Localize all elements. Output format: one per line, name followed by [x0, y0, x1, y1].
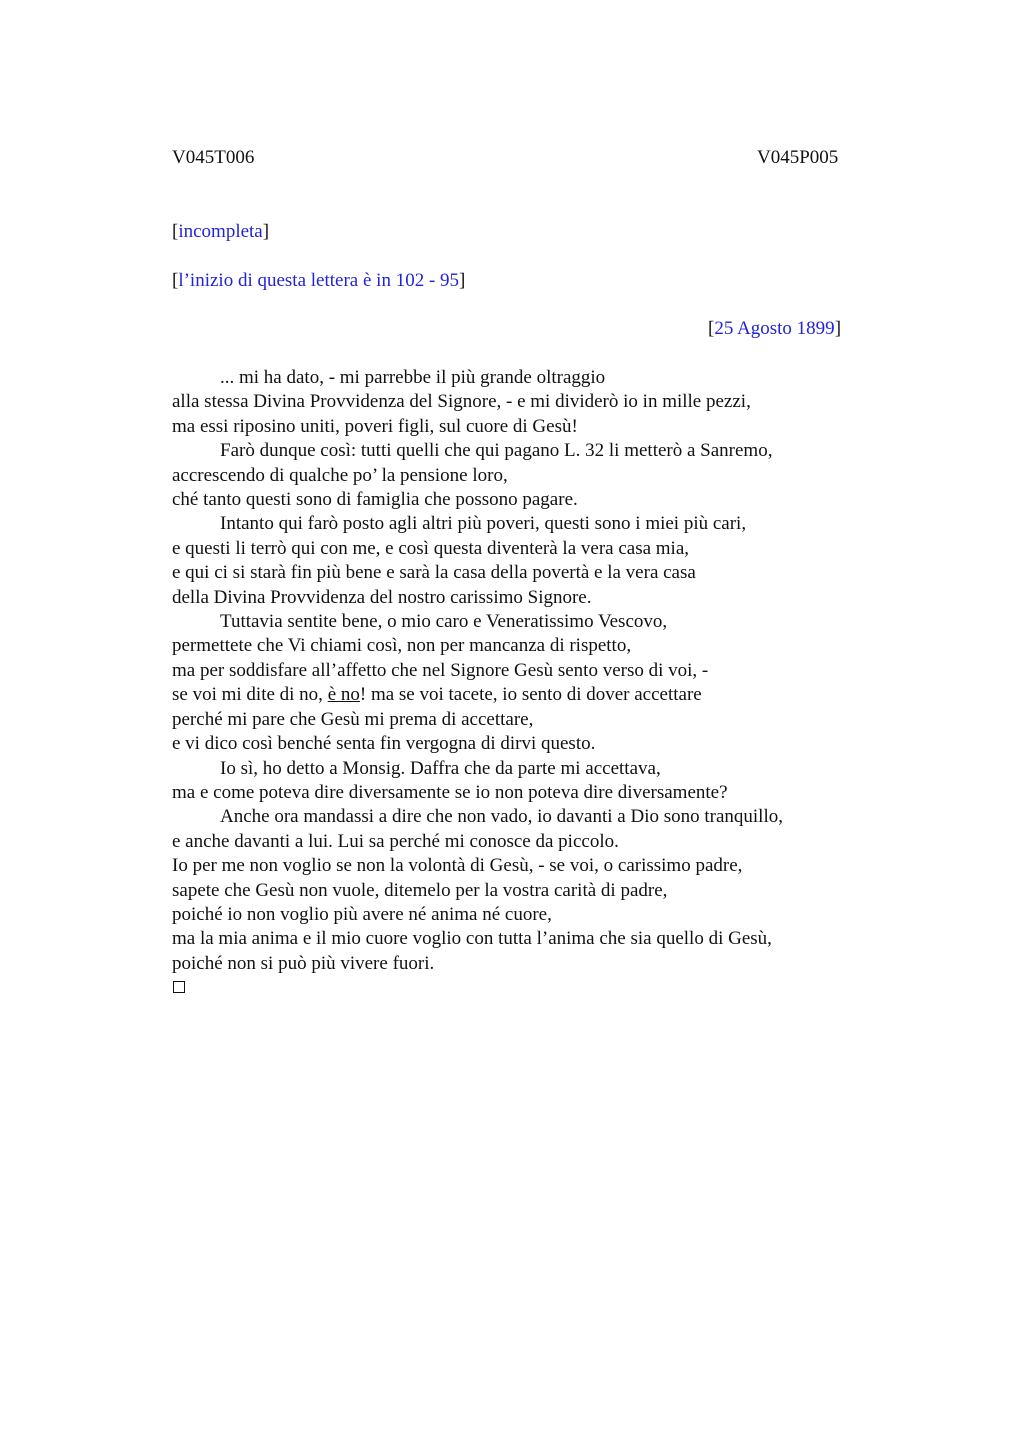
text-line: ma la mia anima e il mio cuore voglio con tutta l’anima che sia quello di Gesù, [172, 928, 772, 950]
text-line: permettete che Vi chiami così, non per mancanza di rispetto, [172, 635, 632, 657]
bracket-close: ] [262, 221, 270, 242]
text-line: ché tanto questi sono di famiglia che possono pagare. [172, 489, 578, 511]
text-line: Intanto qui farò posto agli altri più poveri, questi sono i miei più cari, [220, 513, 747, 535]
text-line: sapete che Gesù non vuole, ditemelo per la vostra carità di padre, [172, 879, 668, 901]
text-fragment: ! ma se voi tacete, io sento di dover accettare [359, 684, 702, 706]
letter-date [708, 317, 841, 341]
document-code-right: V045P005 [757, 147, 839, 168]
text-line: poiché non si può più vivere fuori. [172, 952, 435, 974]
text-fragment: se voi mi dite di no, [172, 684, 328, 706]
text-line: Io per me non voglio se non la volontà di Gesù, - se voi, o carissimo padre, [172, 855, 743, 877]
text-line: Farò dunque così: tutti quelli che qui pagano L. 32 li metterò a Sanremo, [220, 440, 773, 462]
text-line [172, 683, 852, 707]
beginning-reference-note [172, 269, 465, 293]
bracket-open: [ [172, 270, 179, 291]
text-line: alla stessa Divina Provvidenza del Signore, - e mi dividerò io in mille pezzi, [172, 391, 751, 413]
incomplete-label: incompleta [178, 221, 263, 242]
text-line: perché mi pare che Gesù mi prema di accettare, [172, 708, 534, 730]
document-code-left: V045T006 [172, 147, 255, 168]
text-line: e vi dico così benché senta fin vergogna di dirvi questo. [172, 733, 596, 755]
text-line: Anche ora mandassi a dire che non vado, io davanti a Dio sono tranquillo, [220, 806, 783, 828]
bracket-close: ] [834, 318, 842, 339]
text-line: Io sì, ho detto a Monsig. Daffra che da parte mi accettava, [220, 757, 661, 779]
bracket-open: [ [172, 221, 179, 242]
text-line: poiché io non voglio più avere né anima né cuore, [172, 903, 552, 925]
incomplete-note [172, 220, 269, 244]
text-line: e qui ci si starà fin più bene e sarà la casa della povertà e la vera casa [172, 562, 696, 584]
text-line: ma per soddisfare all’affetto che nel Signore Gesù sento verso di voi, - [172, 659, 709, 681]
bracket-close: ] [459, 270, 466, 291]
text-line: e anche davanti a lui. Lui sa perché mi conosce da piccolo. [172, 830, 619, 852]
date-label: 25 Agosto 1899 [714, 318, 835, 339]
text-line: della Divina Provvidenza del nostro carissimo Signore. [172, 586, 592, 608]
underlined-phrase: è no [327, 684, 360, 706]
text-line: accrescendo di qualche po’ la pensione loro, [172, 464, 508, 486]
text-line: e questi li terrò qui con me, e così questa diventerà la vera casa mia, [172, 537, 690, 559]
text-line: ma e come poteva dire diversamente se io non poteva dire diversamente? [172, 781, 728, 803]
text-line: ... mi ha dato, - mi parrebbe il più grande oltraggio [220, 367, 606, 388]
text-line: ma essi riposino uniti, poveri figli, sul cuore di Gesù! [172, 415, 578, 437]
letter-body [172, 366, 852, 976]
bracket-open: [ [708, 318, 715, 339]
square-outline-icon [173, 981, 185, 993]
text-line: Tuttavia sentite bene, o mio caro e Veneratissimo Vescovo, [220, 611, 668, 633]
beginning-reference-label: l’inizio di questa lettera è in 102 - 95 [178, 270, 460, 291]
